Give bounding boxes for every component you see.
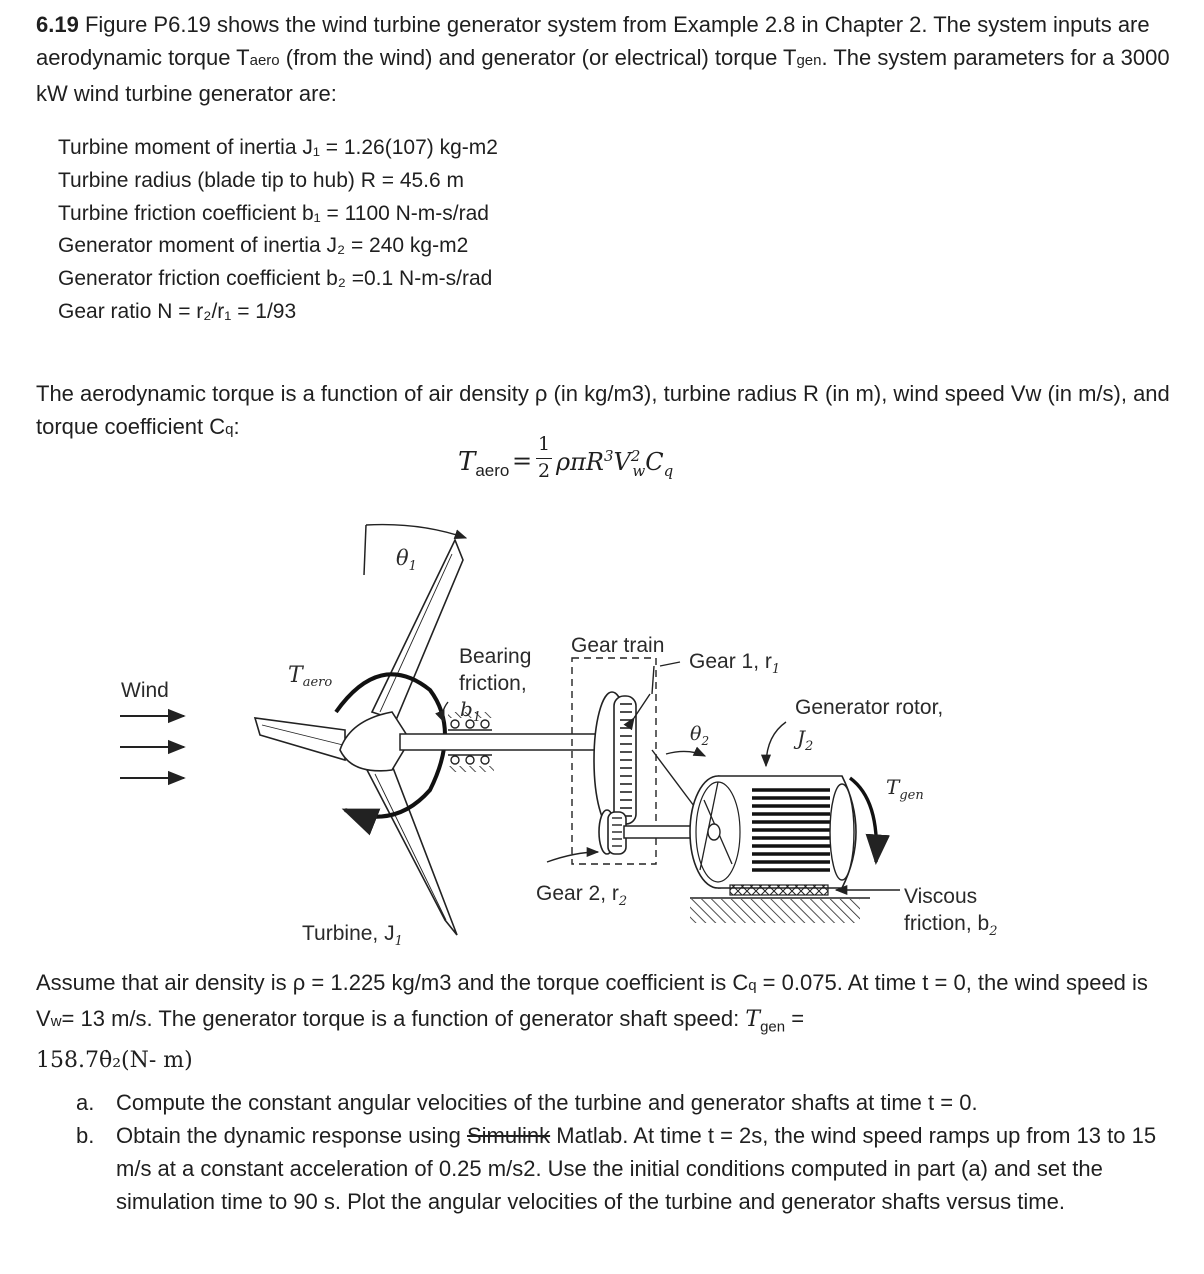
bearing-label-2: friction, <box>459 672 527 695</box>
part-a-letter: a. <box>76 1090 95 1115</box>
assumption-paragraph <box>36 966 1176 1077</box>
theta2-label: $\theta_2$ <box>690 723 710 748</box>
fraction-numerator: 1 <box>537 433 551 455</box>
assume-equals: = <box>785 1006 805 1031</box>
turbine-label: Turbine, $J_1$ <box>302 922 403 949</box>
part-b <box>76 1119 1176 1218</box>
shaft-end <box>708 824 720 840</box>
rotor-pointer <box>766 722 786 766</box>
part-b-post: Matlab. At time t = 2s, the wind speed ramps up from 13 to 15 m/s at a constant acceleration of 0.25 m/s2. Use the initial conditions computed in part (a) and set the simulation time to 90 s. Plot the angular velocities of the turbine and generator shafts versus time. <box>116 1123 1157 1214</box>
gear1-leader <box>660 662 680 666</box>
intro-sub-aero: aero <box>249 52 280 69</box>
tgen-t: T <box>745 1007 761 1032</box>
ground-hatch <box>690 899 860 923</box>
wind-arrows <box>120 716 184 778</box>
viscous-label-1: Viscous <box>904 885 978 908</box>
assume-text-2: = 0.075. At time t = 0, the wind speed is V <box>36 970 1148 1031</box>
intro-text-3: . The system parameters for a 3000 kW wind turbine generator are: <box>36 45 1170 106</box>
gear-train-label: Gear train <box>571 634 665 657</box>
aero-sub-q: q <box>225 420 234 438</box>
aero-tail: : <box>233 413 240 439</box>
tgen-label: $T_{gen}$ <box>886 775 924 803</box>
assume-vw-sub: w <box>50 1013 62 1030</box>
formula-equals: = <box>512 447 533 475</box>
formula-exp2: 2 <box>630 447 641 465</box>
taero-label: Taero <box>288 663 333 690</box>
wind-label: Wind <box>121 679 169 702</box>
viscous-friction-pad <box>730 885 828 895</box>
param-turbine-friction: Turbine friction coefficient b₁ = 1100 N-m-s/rad <box>58 201 489 225</box>
param-turbine-radius: Turbine radius (blade tip to hub) R = 45.6 m <box>58 168 465 192</box>
formula-w: w <box>632 461 646 480</box>
gear2-label: Gear 2, $r_2$ <box>536 882 628 909</box>
intro-text-1: Figure P6.19 shows the wind turbine generator system from Example 2.8 in Chapter 2. The system inputs are aerodynamic torque T <box>36 12 1150 70</box>
intro-text-2: (from the wind) and generator (or electrical) torque T <box>279 45 797 70</box>
formula-v: V <box>613 448 631 476</box>
formula-rho-pi-r: ρπR <box>556 448 604 476</box>
problem-number: 6.19 <box>36 12 79 37</box>
gear-2 <box>599 810 626 854</box>
theta1-label: $\theta_1$ <box>396 546 417 574</box>
gear-1 <box>594 692 636 828</box>
part-b-struck: Simulink <box>466 1123 551 1148</box>
part-b-text <box>116 1119 1176 1218</box>
assume-text-1: Assume that air density is ρ = 1.225 kg/m3 and the torque coefficient is C <box>36 970 749 995</box>
j2-label: $J_2$ <box>797 726 814 754</box>
part-a-text: Compute the constant angular velocities of the turbine and generator shafts at time t = 0. <box>116 1090 978 1115</box>
question-parts <box>76 1086 1176 1218</box>
param-generator-inertia: Generator moment of inertia J₂ = 240 kg-m2 <box>58 234 469 258</box>
theta2-arrow <box>666 751 705 756</box>
fraction-denominator: 2 <box>537 460 551 482</box>
assume-text-3: = 13 m/s. The generator torque is a function of generator shaft speed: <box>61 1006 746 1031</box>
param-turbine-inertia: Turbine moment of inertia J₁ = 1.26(107) kg-m2 <box>58 136 498 159</box>
tgen-symbol <box>745 1007 786 1036</box>
tgen-value: 158.7θ̇₂(N- m) <box>36 1048 193 1074</box>
formula-q: q <box>663 461 674 480</box>
formula-t: T <box>458 447 476 477</box>
bearing-label-1: Bearing <box>459 645 532 668</box>
b1-label: $b_1$ <box>460 697 482 725</box>
intro-sub-gen: gen <box>796 52 822 69</box>
assume-cq-sub: q <box>748 977 757 994</box>
generator-rotor-label: Generator rotor, <box>795 696 944 719</box>
viscous-label-2: friction, $b_2$ <box>904 912 998 939</box>
formula-exp3: 3 <box>603 447 614 465</box>
formula-lhs-sub: aero <box>475 461 510 480</box>
part-b-pre: Obtain the dynamic response using <box>116 1123 467 1148</box>
formula-c: C <box>645 448 664 476</box>
part-b-letter: b. <box>76 1123 95 1148</box>
param-gear-ratio: Gear ratio N = r₂/r₁ = 1/93 <box>58 299 297 323</box>
tgen-sub: gen <box>760 1018 786 1036</box>
gear1-label: Gear 1, $r_1$ <box>689 650 781 677</box>
aero-text: The aerodynamic torque is a function of air density ρ (in kg/m3), turbine radius R (in m), wind speed Vw (in m/s), and torque coefficient C <box>36 380 1170 439</box>
param-generator-friction: Generator friction coefficient b₂ =0.1 N-m-s/rad <box>58 267 493 291</box>
part-a <box>76 1086 1176 1119</box>
turbine-shaft <box>400 734 600 750</box>
